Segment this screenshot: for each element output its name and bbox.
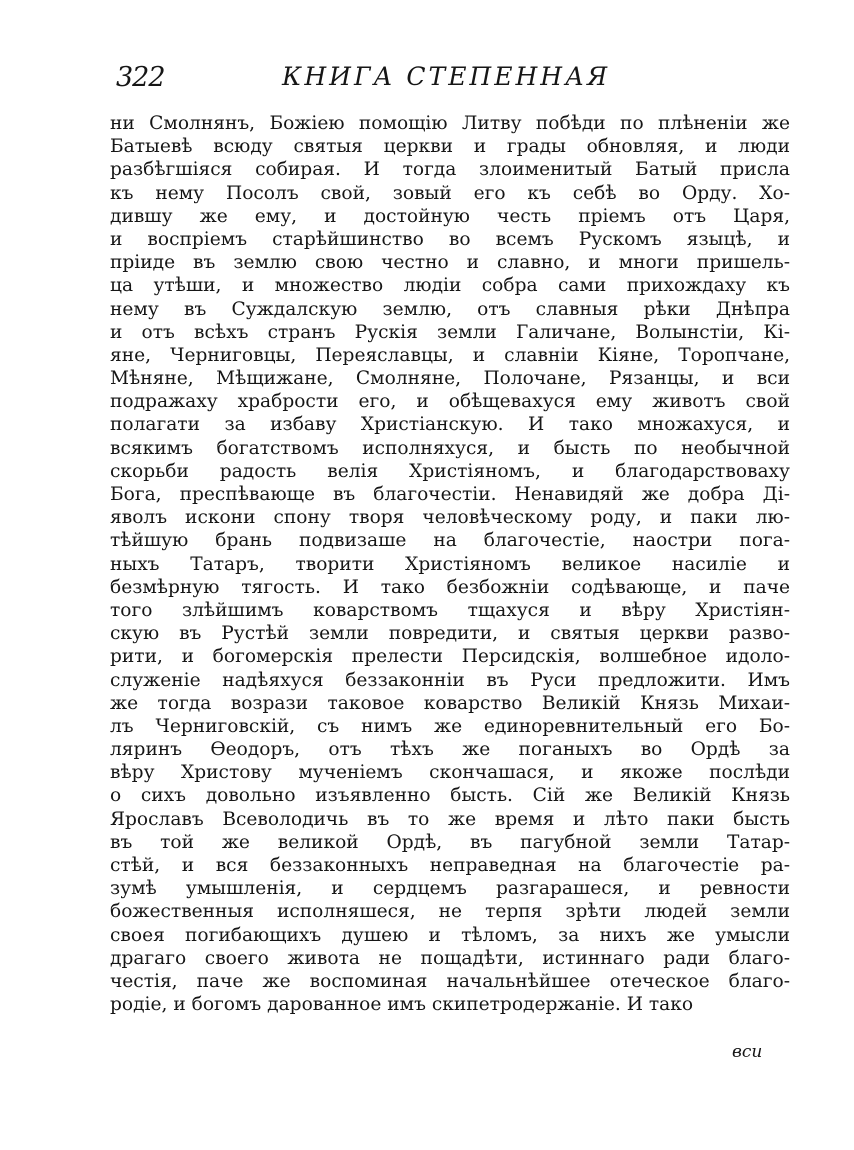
text-line: Мѣняне, Мѣщижане, Смолняне, Полочане, Рязанцы, и вси [110, 368, 790, 390]
text-line: и отъ всѣхъ странъ Рускія земли Галичане, Волынстіи, Кі- [110, 321, 790, 343]
text-line: дившу же ему, и достойную честь пріемъ отъ Царя, [110, 205, 790, 227]
text-line: пріиде въ землю свою честно и славно, и многи пришель- [110, 252, 790, 274]
text-line: ни Смолнянъ, Божіею помощію Литву побѣди по плѣненіи же [110, 113, 790, 134]
text-line: Ярославъ Всеволодичь въ то же время и лѣто паки бысть [110, 808, 790, 830]
page-header [116, 62, 806, 102]
text-line: подражаху храбрости его, и обѣщевахуся ему животъ свой [110, 391, 790, 413]
text-line: всякимъ богатствомъ исполняхуся, и бысть по необычной [110, 437, 790, 459]
text-line: того злѣйшимъ коварствомъ тщахуся и вѣру Христіян- [110, 599, 790, 621]
text-line: родіе, и богомъ дарованное имъ скипетродержаніе. И тако [110, 994, 694, 1016]
text-line: и воспріемъ старѣйшинство во всемъ Рускомъ языцѣ, и [110, 228, 790, 250]
text-line: же тогда возрази таковое коварство Великій Князь Михаи- [110, 692, 790, 714]
body-text [110, 112, 790, 1016]
text-line: полагати за избаву Христіанскую. И тако множахуся, и [110, 414, 790, 436]
text-line: драгаго своего живота не пощадѣти, истиннаго ради благо- [110, 947, 790, 969]
text-line: честія, паче же воспоминая начальнѣйшее отеческое благо- [110, 970, 790, 992]
text-line: Батыевѣ всюду святыя церкви и грады обновляя, и люди [110, 136, 790, 158]
text-line: о сихъ довольно изъявленно бысть. Сій же Великій Князь [110, 785, 790, 807]
text-line: служеніе надѣяхуся беззаконніи въ Руси предложити. Имъ [110, 669, 790, 691]
text-line: безмѣрную тягость. И тако безбожніи содѣвающе, и паче [110, 576, 790, 598]
page-number: 322 [116, 62, 165, 93]
text-line: лъ Черниговскій, съ нимъ же единоревнительный его Бо- [110, 715, 790, 737]
text-line: скорьби радость велія Христіяномъ, и благодарствоваху [110, 460, 790, 482]
text-line: ляринъ Ѳеодоръ, отъ тѣхъ же поганыхъ во Ордѣ за [110, 739, 790, 761]
text-line: къ нему Посолъ свой, зовый его къ себѣ во Орду. Хо- [110, 182, 790, 204]
text-line: ца утѣши, и множество людіи собра сами прихождаху къ [110, 275, 790, 297]
text-line: своея погибающихъ душею и тѣломъ, за нихъ же умысли [110, 924, 790, 946]
text-line: въ той же великой Ордѣ, въ пагубной земли Татар- [110, 831, 790, 853]
text-line: яволъ искони спону творя человѣческому роду, и паки лю- [110, 507, 790, 529]
text-line: разбѣгшіяся собирая. И тогда злоименитый Батый присла [110, 159, 790, 181]
text-line: нему въ Суждалскую землю, отъ славныя рѣки Днѣпра [110, 298, 790, 320]
text-line: скую въ Рустѣй земли повредити, и святыя церкви разво- [110, 623, 790, 645]
text-line: тѣйшую брань подвизаше на благочестіе, наостри пога- [110, 530, 790, 552]
text-line: стѣй, и вся беззаконныхъ неправедная на благочестіе ра- [110, 855, 790, 876]
text-line: рити, и богомерскія прелести Персидскія, волшебное идоло- [110, 646, 790, 668]
text-line: Бога, преспѣвающе въ благочестіи. Ненавидяй же добра Ді- [110, 484, 790, 505]
text-line: ныхъ Татаръ, творити Христіяномъ великое насиліе и [110, 553, 790, 575]
text-line: яне, Черниговцы, Переяславцы, и славніи Кіяне, Торопчане, [110, 344, 790, 366]
text-line: божественныя исполняшеся, не терпя зрѣти людей земли [110, 901, 790, 923]
catchword: вси [732, 1042, 763, 1062]
text-line: вѣру Христову мученіемъ скончашася, и якоже послѣди [110, 762, 790, 784]
text-line: зумѣ умышленія, и сердцемъ разгарашеся, и ревности [110, 878, 790, 900]
running-title: КНИГА СТЕПЕННАЯ [282, 62, 611, 91]
